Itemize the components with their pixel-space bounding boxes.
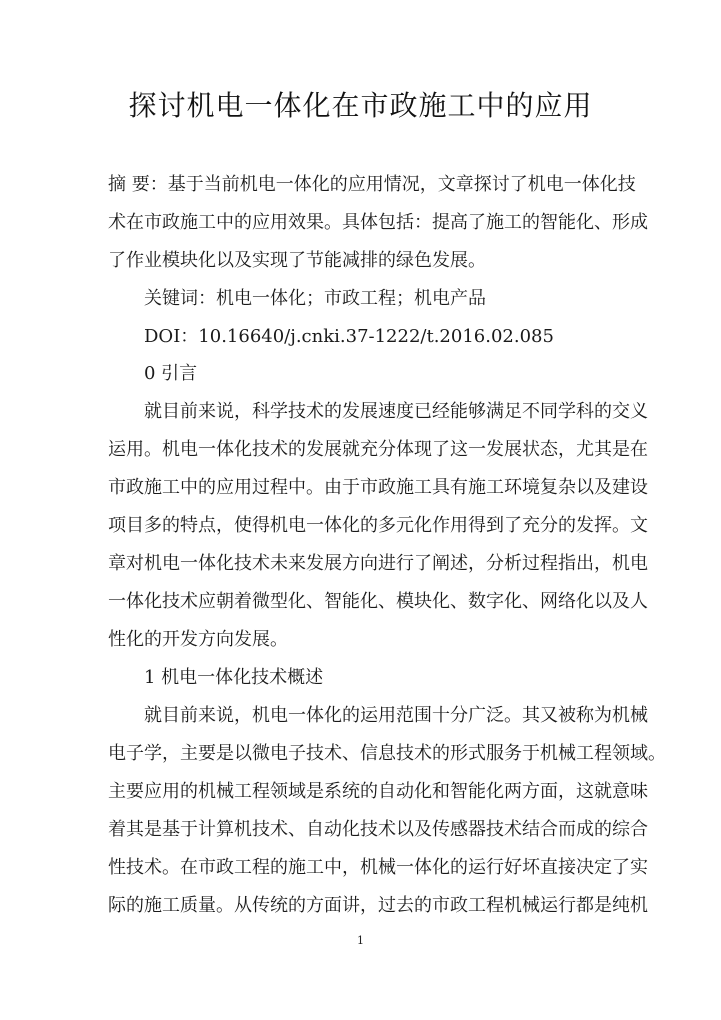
section-heading-introduction: 0 引言 [144, 363, 198, 384]
document-title: 探讨机电一体化在市政施工中的应用 [128, 89, 593, 122]
paragraph-line: 一体化技术应朝着微型化、智能化、模块化、数字化、网络化以及人 [108, 591, 648, 612]
page-number: 1 [357, 934, 364, 947]
paragraph-line: 主要应用的机械工程领域是系统的自动化和智能化两方面，这就意味 [108, 781, 648, 802]
paragraph-line: 运用。机电一体化技术的发展就充分体现了这一发展状态，尤其是在 [108, 439, 648, 460]
paragraph-line: 性技术。在市政工程的施工中，机械一体化的运行好坏直接决定了实 [108, 857, 648, 878]
paragraph-line: 电子学，主要是以微电子技术、信息技术的形式服务于机械工程领域。 [108, 743, 666, 764]
abstract-line: 了作业模块化以及实现了节能减排的绿色发展。 [108, 250, 486, 271]
abstract-line: 摘 要：基于当前机电一体化的应用情况，文章探讨了机电一体化技 [108, 174, 636, 195]
section-heading-overview: 1 机电一体化技术概述 [144, 667, 324, 688]
paragraph-line: 着其是基于计算机技术、自动化技术以及传感器技术结合而成的综合 [108, 819, 648, 840]
paragraph-line: 项目多的特点，使得机电一体化的多元化作用得到了充分的发挥。文 [108, 515, 648, 536]
paragraph-line: 就目前来说，机电一体化的运用范围十分广泛。其又被称为机械 [144, 705, 648, 726]
keywords: 关键词：机电一体化；市政工程；机电产品 [144, 288, 486, 309]
paragraph-line: 性化的开发方向发展。 [108, 629, 288, 650]
abstract-line: 术在市政施工中的应用效果。具体包括：提高了施工的智能化、形成 [108, 212, 648, 233]
paragraph-line: 际的施工质量。从传统的方面讲，过去的市政工程机械运行都是纯机 [108, 895, 648, 916]
paragraph-line: 市政施工中的应用过程中。由于市政施工具有施工环境复杂以及建设 [108, 477, 648, 498]
paragraph-line: 章对机电一体化技术未来发展方向进行了阐述，分析过程指出，机电 [108, 553, 648, 574]
doi: DOI：10.16640/j.cnki.37-1222/t.2016.02.085 [144, 326, 554, 347]
paragraph-line: 就目前来说，科学技术的发展速度已经能够满足不同学科的交义 [144, 401, 648, 422]
